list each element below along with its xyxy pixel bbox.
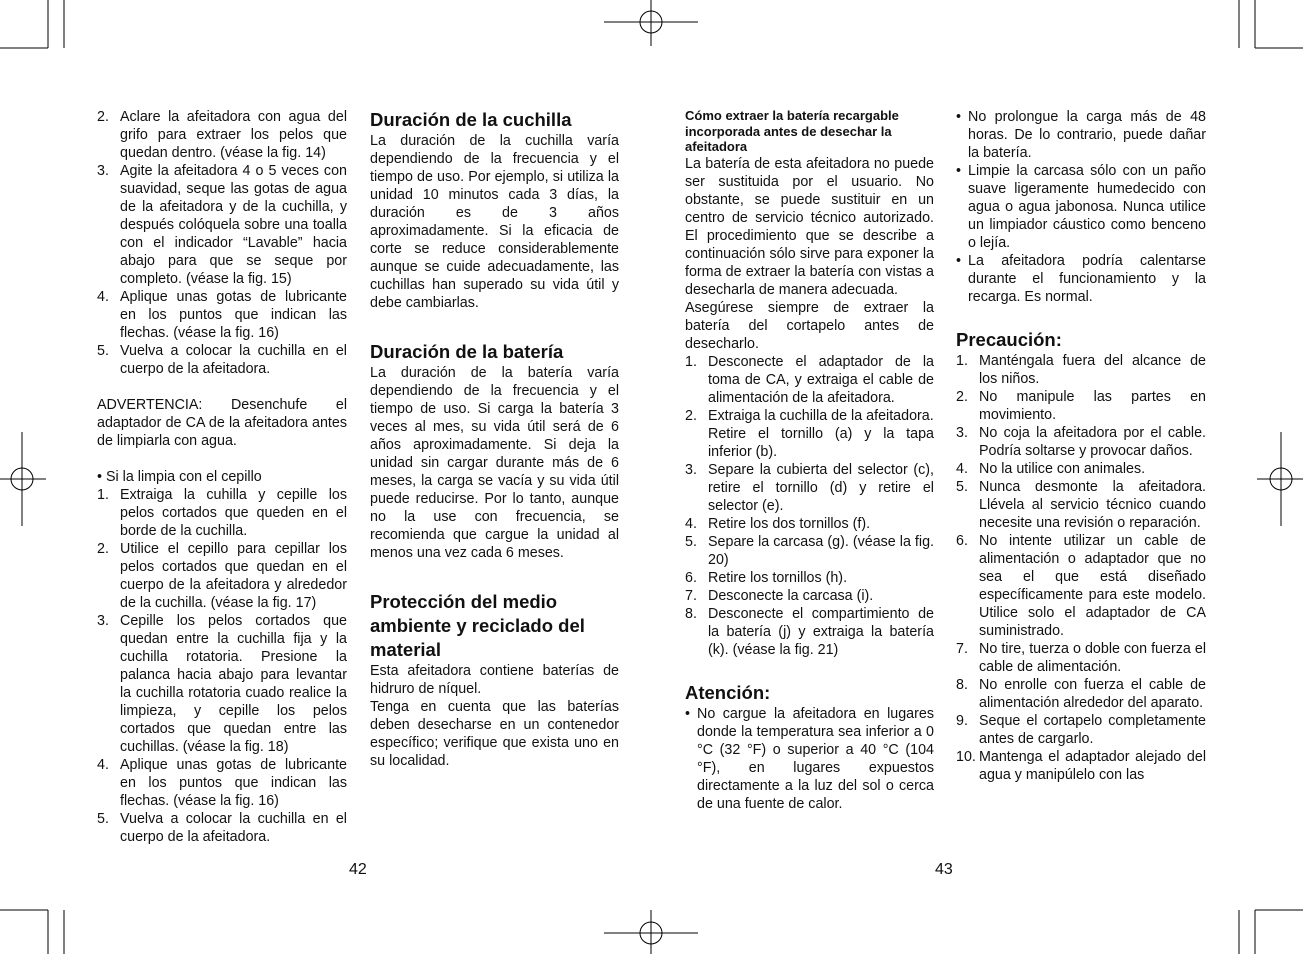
list-item: 8. Desconecte el compartimiento de la batería (j) y extraiga la batería (k). (véase la fig. 21) bbox=[685, 605, 934, 658]
environment-text-2: Tenga en cuenta que las baterías deben desecharse en un contenedor específico; verifique que exista uno en su localidad. bbox=[370, 699, 619, 769]
caution-heading: Precaución: bbox=[956, 329, 1062, 350]
warning-text: ADVERTENCIA: Desenchufe el adaptador de CA de la afeitadora antes de limpiarla con agua. bbox=[97, 397, 347, 449]
list-item: 5. Vuelva a colocar la cuchilla en el cuerpo de la afeitadora. bbox=[97, 343, 347, 377]
list-item: • No cargue la afeitadora en lugares donde la temperatura sea inferior a 0 °C (32 °F) o superior a 40 °C (104 °F), en lugares expuestos directamente a la luz del sol o cerca de una fuente de calor. bbox=[685, 705, 934, 812]
list-item: 1. Desconecte el adaptador de la toma de CA, y extraiga el cable de alimentación de la afeitadora. bbox=[685, 353, 934, 406]
list-item: 3. Separe la cubierta del selector (c), retire el tornillo (d) y retire el selector (e). bbox=[685, 461, 934, 514]
list-item: 5. Separe la carcasa (g). (véase la fig. 20) bbox=[685, 533, 934, 568]
column-4 bbox=[956, 108, 1206, 784]
environment-text-1: Esta afeitadora contiene baterías de hidruro de níquel. bbox=[370, 663, 619, 697]
list-item: 2. No manipule las partes en movimiento. bbox=[956, 389, 1206, 423]
list-item: 6. Retire los tornillos (h). bbox=[685, 569, 848, 586]
list-item: 1. Manténgala fuera del alcance de los niños. bbox=[956, 353, 1206, 387]
list-item: 7. Desconecte la carcasa (i). bbox=[685, 587, 874, 604]
list-item: 7. No tire, tuerza o doble con fuerza el cable de alimentación. bbox=[956, 641, 1206, 675]
page-number-left: 42 bbox=[349, 861, 367, 878]
list-item: • Limpie la carcasa sólo con un paño suave ligeramente humedecido con agua o agua jabonosa. Nunca utilice un limpiador cáustico como benceno o lejía. bbox=[956, 163, 1206, 251]
environment-heading: Protección del medio ambiente y reciclado del material bbox=[370, 591, 585, 660]
list-item: 5. Nunca desmonte la afeitadora. Llévela al servicio técnico cuando necesite una revisión o reparación. bbox=[956, 479, 1206, 531]
charging-notes bbox=[956, 108, 1206, 306]
list-item: 5. Vuelva a colocar la cuchilla en el cuerpo de la afeitadora. bbox=[97, 811, 347, 845]
battery-removal-heading: Cómo extraer la batería recargable incorporada antes de desechar la afeitadora bbox=[685, 108, 899, 154]
page-number-right: 43 bbox=[935, 861, 953, 878]
battery-removal-steps bbox=[685, 353, 934, 659]
blade-life-text: La duración de la cuchilla varía dependiendo de la frecuencia y el tiempo de uso. Por ejemplo, si utiliza la unidad 10 minutos cada 3 días, la duración es de 3 años aproximadamente. Si la eficacia de corte se reduce considerablemente aunque se cuide adecuadamente, las cuchillas han superado su vida útil y debe cambiarlas. bbox=[370, 133, 619, 311]
blade-life-heading: Duración de la cuchilla bbox=[370, 109, 572, 130]
list-item: 1. Extraiga la cuhilla y cepille los pelos cortados que queden en el borde de la cuchilla. bbox=[97, 487, 347, 539]
brush-steps bbox=[97, 486, 347, 846]
list-item: 3. No coja la afeitadora por el cable. Podría soltarse y provocar daños. bbox=[956, 425, 1206, 459]
attention-heading: Atención: bbox=[685, 681, 771, 703]
column-2 bbox=[370, 108, 619, 770]
battery-life-text: La duración de la batería varía dependiendo de la frecuencia y el tiempo de uso. Si carga la batería 3 veces al mes, su vida útil será de 6 años aproximadamente. Si deja la unidad sin cargar durante más de 6 meses, la carga se vacía y su vida útil puede reducirse. Por lo tanto, aunque no la use con frecuencia, se recomienda que cargue la unidad al menos una vez cada 6 meses. bbox=[370, 365, 619, 561]
list-item: 9. Seque el cortapelo completamente antes de cargarlo. bbox=[956, 713, 1206, 747]
column-1 bbox=[97, 108, 347, 846]
battery-removal-text-1: La batería de esta afeitadora no puede ser sustituida por el usuario. No obstante, se puede sustituir en un centro de servicio técnico autorizado. El procedimiento que se describe a continuación sólo sirve para exponer la forma de extraer la batería con vistas a desecharla de manera adecuada. bbox=[685, 155, 934, 298]
list-item: 2. Utilice el cepillo para cepillar los pelos cortados que quedan en el cuerpo de la afeitadora y alrededor de la cuchilla. (véase la fig. 17) bbox=[97, 541, 347, 611]
list-item: 3. Cepille los pelos cortados que quedan entre la cuchilla fija y la cuchilla rotatoria. Presione la palanca hacia abajo para levantar la cuchilla rotatoria cuado realice la limpieza, y cepille los pelos cortados que quedan entre las cuchillas. (véase la fig. 18) bbox=[97, 613, 347, 755]
list-item: 4. Retire los dos tornillos (f). bbox=[685, 515, 871, 532]
list-item: 4. Aplique unas gotas de lubricante en los puntos que indican las flechas. (véase la fig. 16) bbox=[97, 757, 347, 809]
list-item: 2. Aclare la afeitadora con agua del grifo para extraer los pelos que quedan dentro. (véase la fig. 14) bbox=[97, 109, 347, 161]
caution-list bbox=[956, 352, 1206, 784]
battery-life-heading: Duración de la batería bbox=[370, 341, 564, 362]
battery-removal-text-2: Asegúrese siempre de extraer la batería del cortapelo antes de desecharlo. bbox=[685, 299, 934, 352]
column-3 bbox=[685, 108, 934, 813]
brush-intro: • Si la limpia con el cepillo bbox=[97, 469, 262, 485]
list-item: 4. Aplique unas gotas de lubricante en los puntos que indican las flechas. (véase la fig. 16) bbox=[97, 289, 347, 341]
list-item: 8. No enrolle con fuerza el cable de alimentación alrededor del aparato. bbox=[956, 677, 1206, 711]
list-item: • La afeitadora podría calentarse durante el funcionamiento y la recarga. Es normal. bbox=[956, 253, 1206, 305]
list-item: 4. No la utilice con animales. bbox=[956, 461, 1146, 477]
rinse-steps bbox=[97, 108, 347, 378]
list-item: • No prolongue la carga más de 48 horas. De lo contrario, puede dañar la batería. bbox=[956, 109, 1206, 161]
list-item: 6. No intente utilizar un cable de alimentación o adaptador que no sea el que está diseñado específicamente para este modelo. Utilice solo el adaptador de CA suministrado. bbox=[956, 533, 1206, 639]
list-item: 3. Agite la afeitadora 4 o 5 veces con suavidad, seque las gotas de agua de la afeitadora y de la cuchilla, y después colóquela sobre una toalla con el indicador “Lavable” hacia abajo para que se seque por completo. (véase la fig. 15) bbox=[97, 163, 347, 287]
list-item: 10. Mantenga el adaptador alejado del agua y manipúlelo con las bbox=[956, 749, 1206, 783]
list-item: 2. Extraiga la cuchilla de la afeitadora. Retire el tornillo (a) y la tapa inferior (b). bbox=[685, 407, 934, 460]
